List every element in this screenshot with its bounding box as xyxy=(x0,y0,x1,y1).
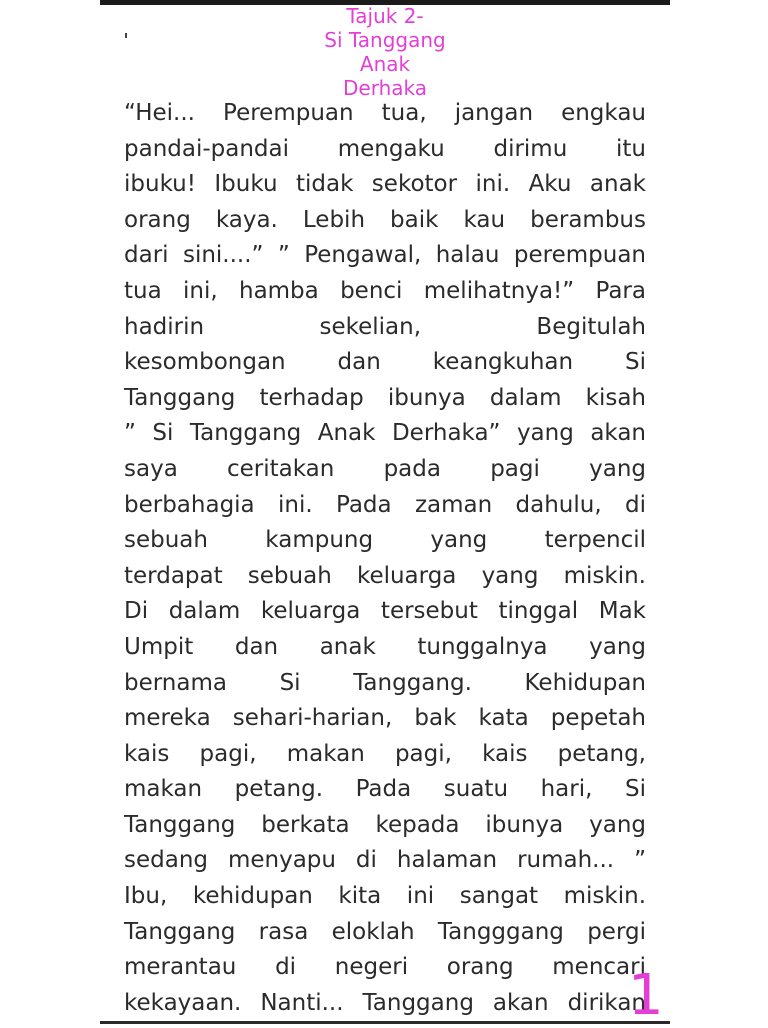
text-line: ” Si Tanggang Anak Derhaka” yang akan xyxy=(124,420,646,447)
page-number: 1 xyxy=(628,963,664,1028)
text-line: orang kaya. Lebih baik kau berambus xyxy=(124,206,646,233)
text-line: makan petang. Pada suatu hari, Si xyxy=(124,776,646,803)
text-line: terdapat sebuah keluarga yang miskin. xyxy=(124,562,646,589)
document-title xyxy=(100,4,670,100)
title-line-3: Anak xyxy=(359,52,411,76)
left-margin xyxy=(0,0,100,1024)
text-line: “Hei... Perempuan tua, jangan engkau xyxy=(124,100,646,126)
text-line: tua ini, hamba benci melihatnya!” Para xyxy=(124,277,646,304)
text-line: Ibu, kehidupan kita ini sangat miskin. xyxy=(124,883,646,910)
text-line: Tanggang terhadap ibunya dalam kisah xyxy=(124,384,646,411)
text-line: Tanggang rasa eloklah Tangggang pergi xyxy=(124,918,646,945)
text-line: kais pagi, makan pagi, kais petang, xyxy=(124,740,646,767)
text-line: hadirin sekelian, Begitulah xyxy=(124,313,646,340)
text-line: ibuku! Ibuku tidak sekotor ini. Aku anak xyxy=(124,171,646,198)
text-line: kesombongan dan keangkuhan Si xyxy=(124,349,646,376)
text-line: saya ceritakan pada pagi yang xyxy=(124,455,646,482)
text-line: Di dalam keluarga tersebut tinggal Mak xyxy=(124,598,646,625)
text-line: Tanggang berkata kepada ibunya yang xyxy=(124,811,646,838)
text-line: Umpit dan anak tunggalnya yang xyxy=(124,633,646,660)
title-line-2: Si Tanggang xyxy=(324,28,446,52)
right-margin xyxy=(670,0,768,1024)
text-line: mereka sehari-harian, bak kata pepetah xyxy=(124,705,646,732)
title-line-1: Tajuk 2- xyxy=(346,4,424,28)
text-line: dari sini....” ” Pengawal, halau perempuan xyxy=(124,242,646,269)
text-line: merantau di negeri orang mencari xyxy=(124,954,646,981)
text-line: sebuah kampung yang terpencil xyxy=(124,527,646,554)
body-paragraph xyxy=(124,96,646,1021)
text-line: kekayaan. Nanti... Tanggang akan dirikan xyxy=(124,989,646,1016)
title-line-4: Derhaka xyxy=(343,76,427,100)
text-line: berbahagia ini. Pada zaman dahulu, di xyxy=(124,491,646,518)
text-line: sedang menyapu di halaman rumah... ” xyxy=(124,847,646,874)
text-line: pandai-pandai mengaku dirimu itu xyxy=(124,135,646,162)
text-line: bernama Si Tanggang. Kehidupan xyxy=(124,669,646,696)
